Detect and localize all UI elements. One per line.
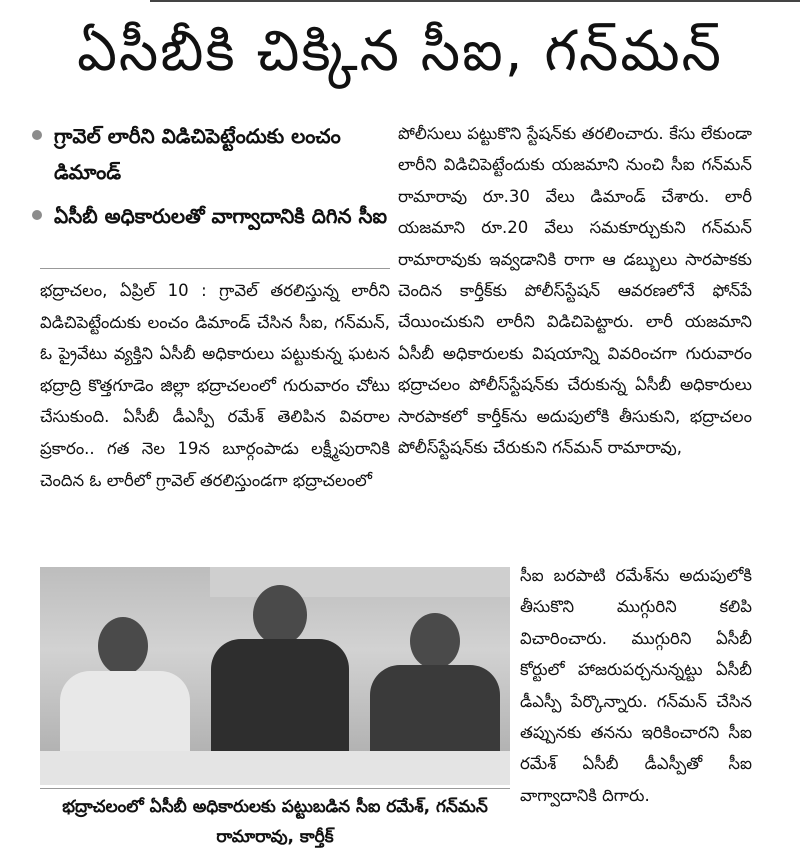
article-column-right-continued — [520, 560, 752, 811]
photo-desk — [40, 751, 510, 785]
article-paragraph: సీఐ బరపాటి రమేశ్‌ను అదుపులోకి తీసుకొని ముగ్గురిని కలిపి విచారించారు. ముగ్గురిని ఏసీబీ కోర్టులో హాజరుపర్చనున్నట్టు ఏసీబీ డీఎస్పీ పేర్కొన్నారు. గన్‌మన్ చేసిన తప్పునకు తనను ఇరికించారని సీఐ రమేశ్ ఏసీబీ డీఎస్పీతో సీఐ వాగ్వాదానికి దిగారు. — [520, 566, 752, 805]
news-photo — [40, 567, 510, 785]
top-rule — [150, 0, 800, 2]
bullet-dot-icon — [32, 210, 42, 220]
highlight-text: ఏసీబీ అధికారులతో వాగ్వాదానికి దిగిన సీఐ — [54, 204, 388, 228]
highlight-item — [32, 198, 392, 234]
headline: ఏసీబీకి చిక్కిన సీఐ, గన్‌మన్ — [77, 18, 723, 84]
highlights-list — [32, 118, 392, 242]
caption-rule — [40, 788, 510, 789]
highlight-item — [32, 118, 392, 190]
bullet-dot-icon — [32, 130, 42, 140]
photo-caption: భద్రాచలంలో ఏసీబీ అధికారులకు పట్టుబడిన సీఐ రమేశ్, గన్‌మన్ రామారావు, కార్తీక్ — [62, 797, 488, 847]
article-paragraph: భద్రాచలం, ఏప్రిల్ 10 : గ్రావెల్ తరలిస్తున్న లారీని విడిచిపెట్టేందుకు లంచం డిమాండ్ చేసిన సీఐ, గన్‌మన్, ఓ ప్రైవేటు వ్యక్తిని ఏసీబీ అధికారులు పట్టుకున్న ఘటన భద్రాద్రి కొత్తగూడెం జిల్లా భద్రాచలంలో గురువారం చోటు చేసుకుంది. ఏసీబీ డీఎస్పీ రమేశ్ తెలిపిన వివరాల ప్రకారం.. గత నెల 19న బూర్గంపాడు లక్ష్మీపురానికి చెందిన ఓ లారీలో గ్రావెల్ తరలిస్తుండగా భద్రాచలంలో — [40, 281, 390, 490]
highlight-text: గ్రావెల్ లారీని విడిచిపెట్టేందుకు లంచం డిమాండ్ — [54, 124, 341, 184]
article-column-left — [40, 275, 390, 496]
column-rule — [40, 268, 390, 269]
article-paragraph: పోలీసులు పట్టుకొని స్టేషన్‌కు తరలించారు. కేసు లేకుండా లారీని విడిచిపెట్టేందుకు యజమాని నుంచి సీఐ గన్‌మన్ రామారావు రూ.30 వేలు డిమాండ్ చేశారు. లారీ యజమాని రూ.20 వేలు సమకూర్చుకుని గన్‌మన్ రామారావుకు ఇవ్వడానికి రాగా ఆ డబ్బులు సారపాకకు చెందిన కార్తీక్‌కు పోలీస్‌స్టేషన్ ఆవరణలోనే ఫోన్‌పే చేయించుకుని లారీని విడిచిపెట్టారు. లారీ యజమాని ఏసీబీ అధికారులకు విషయాన్ని వివరించగా గురువారం భద్రాచలం పోలీస్‌స్టేషన్‌కు చేరుకున్న ఏసీబీ అధికారులు సారపాకలో కార్తీక్‌ను అదుపులోకి తీసుకుని, భద్రాచలం పోలీస్‌స్టేషన్‌కు చేరుకుని గన్‌మన్ రామారావు, — [398, 124, 752, 458]
article-column-right — [398, 118, 752, 463]
